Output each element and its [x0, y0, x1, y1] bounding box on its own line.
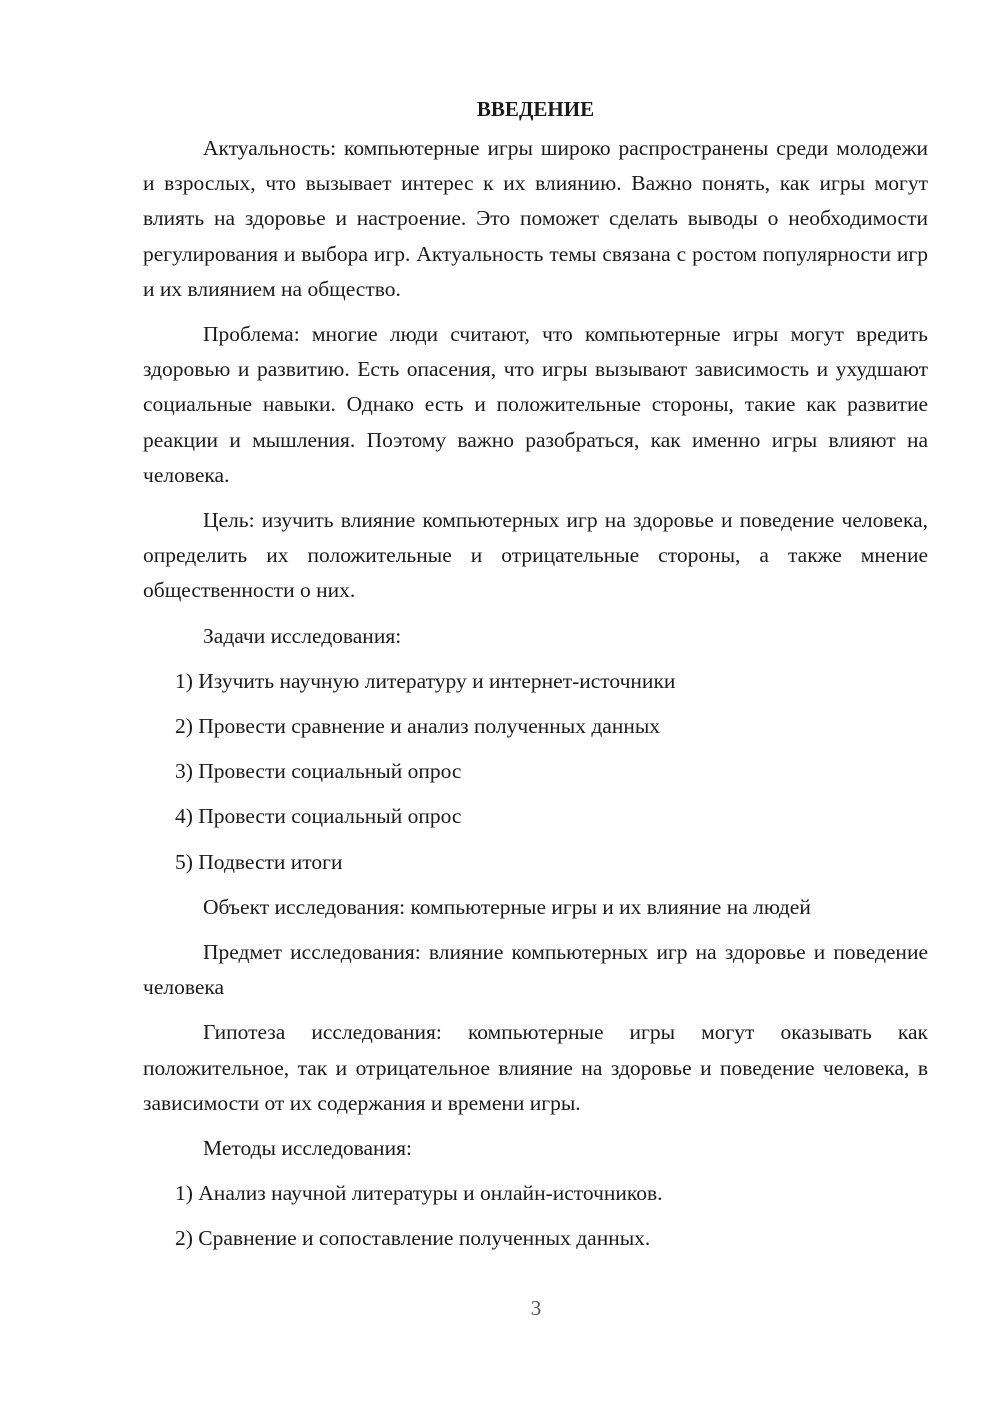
document-page	[143, 92, 928, 1267]
list-item: 2) Провести сравнение и анализ полученных данных	[175, 714, 661, 739]
list-item: 2) Сравнение и сопоставление полученных данных.	[175, 1226, 651, 1251]
methods-label: Методы исследования:	[203, 1136, 412, 1161]
tasks-list	[143, 664, 928, 880]
subject-paragraph: Предмет исследования: влияние компьютерных игр на здоровье и поведение человека	[143, 940, 928, 1000]
hypothesis-paragraph: Гипотеза исследования: компьютерные игры могут оказывать как положительное, так и отрицательное влияние на здоровье и поведение человека, в зависимости от их содержания и времени игры.	[143, 1020, 928, 1115]
list-item: 4) Провести социальный опрос	[175, 804, 462, 829]
goal-paragraph: Цель: изучить влияние компьютерных игр на здоровье и поведение человека, определить их положительные и отрицательные стороны, а также мнение общественности о них.	[143, 508, 928, 603]
document-title: ВВЕДЕНИЕ	[476, 97, 595, 121]
object-paragraph: Объект исследования: компьютерные игры и их влияние на людей	[203, 894, 811, 919]
list-item: 3) Провести социальный опрос	[175, 759, 462, 784]
list-item: 5) Подвести итоги	[175, 849, 343, 874]
problem-paragraph: Проблема: многие люди считают, что компьютерные игры могут вредить здоровью и развитию. Есть опасения, что игры вызывают зависимость и ухудшают социальные навыки. Однако есть и положительные стороны, такие как развитие реакции и мышления. Поэтому важно разобраться, как именно игры влияют на человека.	[143, 322, 928, 487]
list-item: 1) Анализ научной литературы и онлайн-источников.	[175, 1181, 663, 1206]
list-item: 1) Изучить научную литературу и интернет-источники	[175, 668, 676, 693]
page-number: 3	[530, 1296, 542, 1320]
relevance-paragraph: Актуальность: компьютерные игры широко распространены среди молодежи и взрослых, что вызывает интерес к их влиянию. Важно понять, как игры могут влиять на здоровье и настроение. Это поможет сделать выводы о необходимости регулирования и выбора игр. Актуальность темы связана с ростом популярности игр и их влиянием на общество.	[143, 136, 928, 301]
tasks-label: Задачи исследования:	[203, 623, 402, 648]
methods-list	[143, 1176, 928, 1256]
